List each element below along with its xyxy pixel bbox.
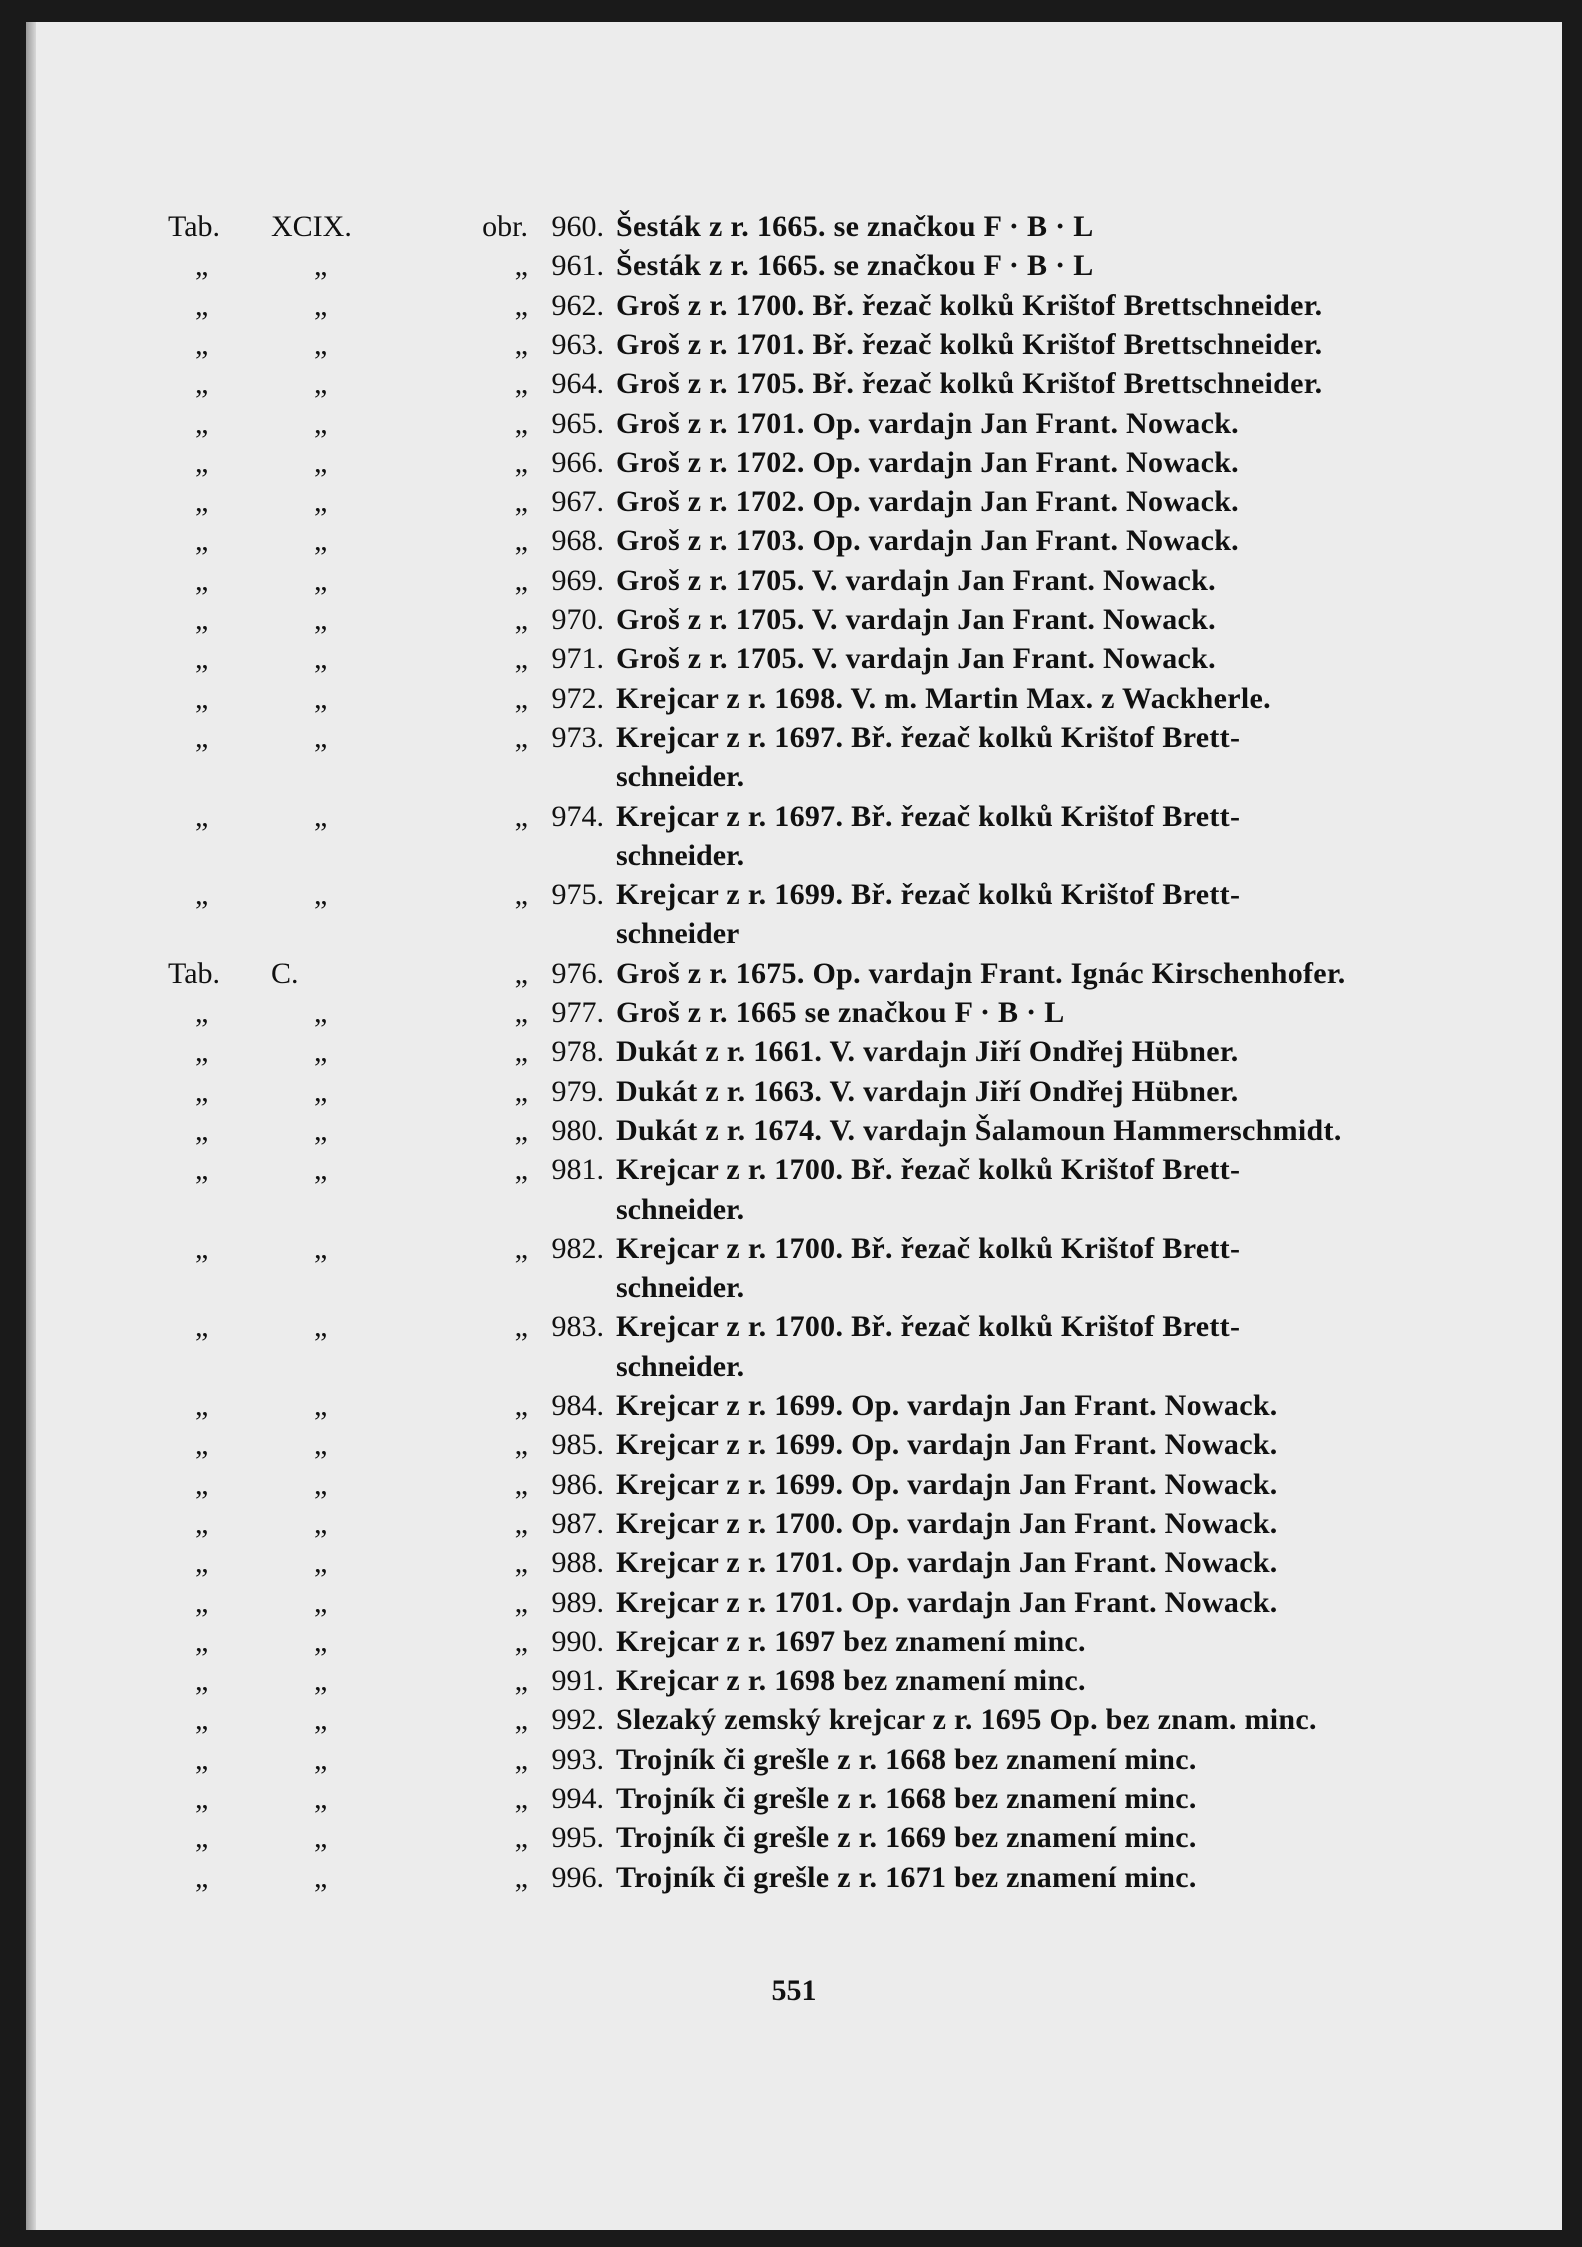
entry-description: Šesták z r. 1665. se značkou F · B · L <box>616 210 1094 243</box>
tab-label: „ <box>195 563 209 597</box>
figure-label: „ <box>514 642 528 676</box>
entry-description: Krejcar z r. 1698. V. m. Martin Max. z Wackherle. <box>616 681 1271 715</box>
catalog-entry <box>26 1818 1562 1858</box>
catalog-entry <box>26 1465 1562 1505</box>
catalog-entry <box>26 1307 1562 1347</box>
tab-number: „ <box>314 1664 328 1698</box>
tab-label: „ <box>195 445 209 479</box>
figure-label: „ <box>514 249 528 283</box>
catalog-entry <box>26 600 1562 640</box>
tab-label: „ <box>195 1310 209 1344</box>
figure-number: 960. <box>551 210 604 243</box>
tab-label: „ <box>195 485 209 519</box>
catalog-entry <box>26 443 1562 483</box>
figure-number: 969. <box>551 563 604 597</box>
figure-number: 977. <box>551 996 604 1029</box>
entry-description-continuation: schneider <box>616 917 740 951</box>
entry-description: Dukát z r. 1661. V. vardajn Jiří Ondřej Hübner. <box>616 1035 1239 1069</box>
tab-number: „ <box>314 485 328 519</box>
tab-label: „ <box>195 327 209 361</box>
tab-number: „ <box>314 1546 328 1580</box>
entry-description: Groš z r. 1702. Op. vardajn Jan Frant. Nowack. <box>616 485 1239 519</box>
catalog-entry <box>26 364 1562 404</box>
tab-number: „ <box>314 1703 328 1737</box>
catalog-entry <box>26 797 1562 837</box>
figure-label: „ <box>514 1074 528 1108</box>
tab-label: „ <box>195 406 209 440</box>
figure-label: „ <box>514 288 528 322</box>
catalog-entry <box>26 207 1562 247</box>
tab-number: „ <box>314 1782 328 1815</box>
figure-label: „ <box>514 1664 528 1698</box>
figure-number: 963. <box>551 327 604 361</box>
tab-number: „ <box>314 563 328 597</box>
catalog-entry-continuation <box>26 757 1562 797</box>
tab-number: „ <box>314 799 328 833</box>
entry-description: Groš z r. 1703. Op. vardajn Jan Frant. Nowack. <box>616 524 1239 558</box>
figure-number: 995. <box>551 1821 604 1855</box>
entry-description: Groš z r. 1700. Bř. řezač kolků Krištof Brettschneider. <box>616 288 1323 322</box>
tab-number: „ <box>314 878 328 912</box>
catalog-entry <box>26 286 1562 326</box>
entry-description: Krejcar z r. 1700. Bř. řezač kolků Krištof Brett- <box>616 1153 1241 1187</box>
tab-label: „ <box>195 1231 209 1265</box>
entry-description: Groš z r. 1705. V. vardajn Jan Frant. Nowack. <box>616 642 1216 676</box>
entry-description: Trojník či grešle z r. 1668 bez znamení minc. <box>616 1782 1197 1815</box>
tab-label: „ <box>195 878 209 912</box>
figure-label: „ <box>514 799 528 833</box>
figure-number: 980. <box>551 1113 604 1147</box>
figure-label: „ <box>514 603 528 636</box>
tab-label: „ <box>195 1664 209 1698</box>
figure-number: 978. <box>551 1035 604 1069</box>
tab-label: „ <box>195 1467 209 1501</box>
tab-number: „ <box>314 1821 328 1855</box>
catalog-entry <box>26 993 1562 1033</box>
tab-label: „ <box>195 799 209 833</box>
tab-number: „ <box>314 642 328 676</box>
figure-label: „ <box>514 681 528 715</box>
catalog-entry <box>26 246 1562 286</box>
figure-number: 972. <box>551 681 604 715</box>
entry-description: Krejcar z r. 1700. Op. vardajn Jan Frant. Nowack. <box>616 1506 1278 1540</box>
tab-label: „ <box>195 1546 209 1580</box>
entry-description: Krejcar z r. 1697. Bř. řezač kolků Krištof Brett- <box>616 720 1241 754</box>
tab-label: „ <box>195 1153 209 1187</box>
catalog-entry <box>26 1229 1562 1269</box>
figure-label: „ <box>514 878 528 912</box>
entry-description: Trojník či grešle z r. 1671 bez znamení minc. <box>616 1860 1197 1894</box>
catalog-entry <box>26 1072 1562 1112</box>
catalog-entry <box>26 1425 1562 1465</box>
figure-number: 973. <box>551 720 604 754</box>
page-number: 551 <box>771 1974 817 2007</box>
entry-description: Dukát z r. 1663. V. vardajn Jiří Ondřej Hübner. <box>616 1074 1239 1108</box>
tab-number: „ <box>314 1742 328 1776</box>
figure-label: „ <box>514 1389 528 1422</box>
entry-description: Slezaký zemský krejcar z r. 1695 Op. bez znam. minc. <box>616 1703 1317 1737</box>
catalog-entry <box>26 1622 1562 1662</box>
catalog-entry <box>26 954 1562 994</box>
figure-label: „ <box>514 720 528 754</box>
figure-number: 979. <box>551 1074 604 1108</box>
figure-number: 996. <box>551 1860 604 1894</box>
catalog-entry <box>26 1150 1562 1190</box>
figure-number: 966. <box>551 445 604 479</box>
figure-label: „ <box>514 1742 528 1776</box>
entry-description-continuation: schneider. <box>616 1271 745 1305</box>
catalog-entry <box>26 404 1562 444</box>
catalog-entry <box>26 1583 1562 1623</box>
entry-description: Groš z r. 1675. Op. vardajn Frant. Ignác Kirschenhofer. <box>616 956 1346 990</box>
figure-number: 974. <box>551 799 604 833</box>
catalog-entry <box>26 1700 1562 1740</box>
tab-number: „ <box>314 996 328 1029</box>
tab-label: „ <box>195 1703 209 1737</box>
tab-number: C. <box>271 956 299 990</box>
catalog-entry <box>26 1740 1562 1780</box>
figure-label: „ <box>514 1782 528 1815</box>
figure-number: 992. <box>551 1703 604 1737</box>
tab-number: „ <box>314 524 328 558</box>
tab-number: „ <box>314 406 328 440</box>
entry-description: Krejcar z r. 1701. Op. vardajn Jan Frant. Nowack. <box>616 1585 1278 1619</box>
figure-number: 982. <box>551 1231 604 1265</box>
figure-number: 993. <box>551 1742 604 1776</box>
figure-number: 961. <box>551 249 604 283</box>
figure-label: „ <box>514 1703 528 1737</box>
figure-label: „ <box>514 1860 528 1894</box>
tab-number: „ <box>314 1428 328 1462</box>
figure-label: „ <box>514 1231 528 1265</box>
figure-label: „ <box>514 406 528 440</box>
catalog-entry <box>26 639 1562 679</box>
figure-number: 984. <box>551 1389 604 1422</box>
tab-label: „ <box>195 642 209 676</box>
tab-number: „ <box>314 1153 328 1187</box>
tab-number: „ <box>314 445 328 479</box>
figure-label: „ <box>514 1624 528 1658</box>
figure-number: 989. <box>551 1585 604 1619</box>
catalog-entry-continuation <box>26 914 1562 954</box>
figure-label: „ <box>514 563 528 597</box>
figure-label: „ <box>514 1428 528 1462</box>
figure-number: 967. <box>551 485 604 519</box>
figure-label: „ <box>514 367 528 401</box>
entry-description: Krejcar z r. 1699. Bř. řezač kolků Krištof Brett- <box>616 878 1241 912</box>
figure-label: „ <box>514 1035 528 1069</box>
figure-label: „ <box>514 445 528 479</box>
tab-label: „ <box>195 1782 209 1815</box>
catalog-entry <box>26 561 1562 601</box>
figure-number: 975. <box>551 878 604 912</box>
figure-number: 970. <box>551 603 604 636</box>
entry-description: Trojník či grešle z r. 1669 bez znamení minc. <box>616 1821 1197 1855</box>
entry-description: Krejcar z r. 1701. Op. vardajn Jan Frant. Nowack. <box>616 1546 1278 1580</box>
tab-number: „ <box>314 1585 328 1619</box>
entry-description: Krejcar z r. 1699. Op. vardajn Jan Frant. Nowack. <box>616 1428 1278 1462</box>
entry-description-continuation: schneider. <box>616 1192 745 1226</box>
figure-number: 981. <box>551 1153 604 1187</box>
tab-number: „ <box>314 603 328 636</box>
figure-number: 987. <box>551 1506 604 1540</box>
catalog-entry <box>26 718 1562 758</box>
figure-number: 965. <box>551 406 604 440</box>
tab-number: „ <box>314 327 328 361</box>
figure-number: 962. <box>551 288 604 322</box>
catalog-entry <box>26 1858 1562 1898</box>
tab-label: „ <box>195 603 209 636</box>
figure-label: obr. <box>482 210 528 243</box>
figure-number: 983. <box>551 1310 604 1344</box>
tab-number: „ <box>314 1860 328 1894</box>
catalog-entry-continuation <box>26 1347 1562 1387</box>
figure-number: 968. <box>551 524 604 558</box>
catalog-entry-continuation <box>26 836 1562 876</box>
figure-label: „ <box>514 996 528 1029</box>
tab-label: „ <box>195 1506 209 1540</box>
tab-number: „ <box>314 367 328 401</box>
catalog-entry <box>26 1661 1562 1701</box>
tab-label: „ <box>195 1428 209 1462</box>
catalog-entry <box>26 1111 1562 1151</box>
figure-label: „ <box>514 1113 528 1147</box>
tab-number: „ <box>314 1506 328 1540</box>
figure-label: „ <box>514 1310 528 1344</box>
entry-description: Krejcar z r. 1700. Bř. řezač kolků Krištof Brett- <box>616 1310 1241 1344</box>
tab-number: „ <box>314 288 328 322</box>
catalog-entry-continuation <box>26 1268 1562 1308</box>
entry-description: Krejcar z r. 1697 bez znamení minc. <box>616 1624 1086 1658</box>
tab-label: „ <box>195 681 209 715</box>
figure-label: „ <box>514 1153 528 1187</box>
tab-label: „ <box>195 720 209 754</box>
figure-number: 986. <box>551 1467 604 1501</box>
figure-label: „ <box>514 327 528 361</box>
entry-description: Groš z r. 1702. Op. vardajn Jan Frant. Nowack. <box>616 445 1239 479</box>
catalog-entry <box>26 482 1562 522</box>
catalog-entry <box>26 875 1562 915</box>
entry-description: Krejcar z r. 1697. Bř. řezač kolků Krištof Brett- <box>616 799 1241 833</box>
catalog-entry <box>26 679 1562 719</box>
tab-label: „ <box>195 1821 209 1855</box>
tab-number: „ <box>314 1035 328 1069</box>
tab-label: „ <box>195 1624 209 1658</box>
figure-number: 985. <box>551 1428 604 1462</box>
entry-description: Krejcar z r. 1699. Op. vardajn Jan Frant. Nowack. <box>616 1467 1278 1501</box>
tab-number: „ <box>314 249 328 283</box>
entry-description: Groš z r. 1705. V. vardajn Jan Frant. Nowack. <box>616 563 1216 597</box>
catalog-entry <box>26 1032 1562 1072</box>
tab-label: „ <box>195 1742 209 1776</box>
tab-label: „ <box>195 367 209 401</box>
tab-label: Tab. <box>168 210 221 243</box>
tab-label: „ <box>195 1074 209 1108</box>
entry-description: Groš z r. 1701. Bř. řezač kolků Krištof Brettschneider. <box>616 327 1323 361</box>
tab-number: „ <box>314 1624 328 1658</box>
entry-description: Dukát z r. 1674. V. vardajn Šalamoun Hammerschmidt. <box>616 1113 1342 1147</box>
entry-description: Groš z r. 1701. Op. vardajn Jan Frant. Nowack. <box>616 406 1239 440</box>
catalog-entry <box>26 1504 1562 1544</box>
tab-number: „ <box>314 681 328 715</box>
entry-description: Krejcar z r. 1698 bez znamení minc. <box>616 1664 1086 1698</box>
entry-description-continuation: schneider. <box>616 838 745 872</box>
figure-number: 964. <box>551 367 604 401</box>
catalog-entry <box>26 1779 1562 1819</box>
tab-number: „ <box>314 1231 328 1265</box>
figure-label: „ <box>514 1585 528 1619</box>
entry-description: Trojník či grešle z r. 1668 bez znamení minc. <box>616 1742 1197 1776</box>
tab-number: „ <box>314 720 328 754</box>
figure-number: 990. <box>551 1624 604 1658</box>
figure-label: „ <box>514 1506 528 1540</box>
entry-description-continuation: schneider. <box>616 1349 745 1383</box>
entry-description: Krejcar z r. 1700. Bř. řezač kolků Krištof Brett- <box>616 1231 1241 1265</box>
figure-label: „ <box>514 524 528 558</box>
tab-label: „ <box>195 524 209 558</box>
entry-description: Groš z r. 1705. V. vardajn Jan Frant. Nowack. <box>616 603 1216 636</box>
tab-label: „ <box>195 249 209 283</box>
catalog-entry-continuation <box>26 1190 1562 1230</box>
entry-description-continuation: schneider. <box>616 760 745 794</box>
tab-number: „ <box>314 1310 328 1344</box>
figure-number: 988. <box>551 1546 604 1580</box>
figure-number: 971. <box>551 642 604 676</box>
tab-number: XCIX. <box>271 210 352 243</box>
figure-number: 976. <box>551 956 604 990</box>
figure-label: „ <box>514 956 528 990</box>
figure-label: „ <box>514 1821 528 1855</box>
document-page <box>26 22 1562 2230</box>
entry-description: Šesták z r. 1665. se značkou F · B · L <box>616 249 1094 283</box>
tab-number: „ <box>314 1389 328 1422</box>
tab-label: „ <box>195 1860 209 1894</box>
figure-number: 991. <box>551 1664 604 1698</box>
tab-number: „ <box>314 1467 328 1501</box>
catalog-entry <box>26 1386 1562 1426</box>
tab-label: „ <box>195 996 209 1029</box>
catalog-entry <box>26 325 1562 365</box>
figure-label: „ <box>514 485 528 519</box>
tab-label: „ <box>195 1585 209 1619</box>
tab-number: „ <box>314 1074 328 1108</box>
tab-label: „ <box>195 1035 209 1069</box>
figure-label: „ <box>514 1546 528 1580</box>
figure-label: „ <box>514 1467 528 1501</box>
entry-description: Krejcar z r. 1699. Op. vardajn Jan Frant. Nowack. <box>616 1389 1278 1422</box>
catalog-entry <box>26 1543 1562 1583</box>
tab-label: „ <box>195 288 209 322</box>
figure-number: 994. <box>551 1782 604 1815</box>
tab-number: „ <box>314 1113 328 1147</box>
entry-description: Groš z r. 1665 se značkou F · B · L <box>616 996 1065 1029</box>
tab-label: Tab. <box>168 956 221 990</box>
entry-description: Groš z r. 1705. Bř. řezač kolků Krištof Brettschneider. <box>616 367 1323 401</box>
catalog-entry <box>26 521 1562 561</box>
tab-label: „ <box>195 1389 209 1422</box>
tab-label: „ <box>195 1113 209 1147</box>
